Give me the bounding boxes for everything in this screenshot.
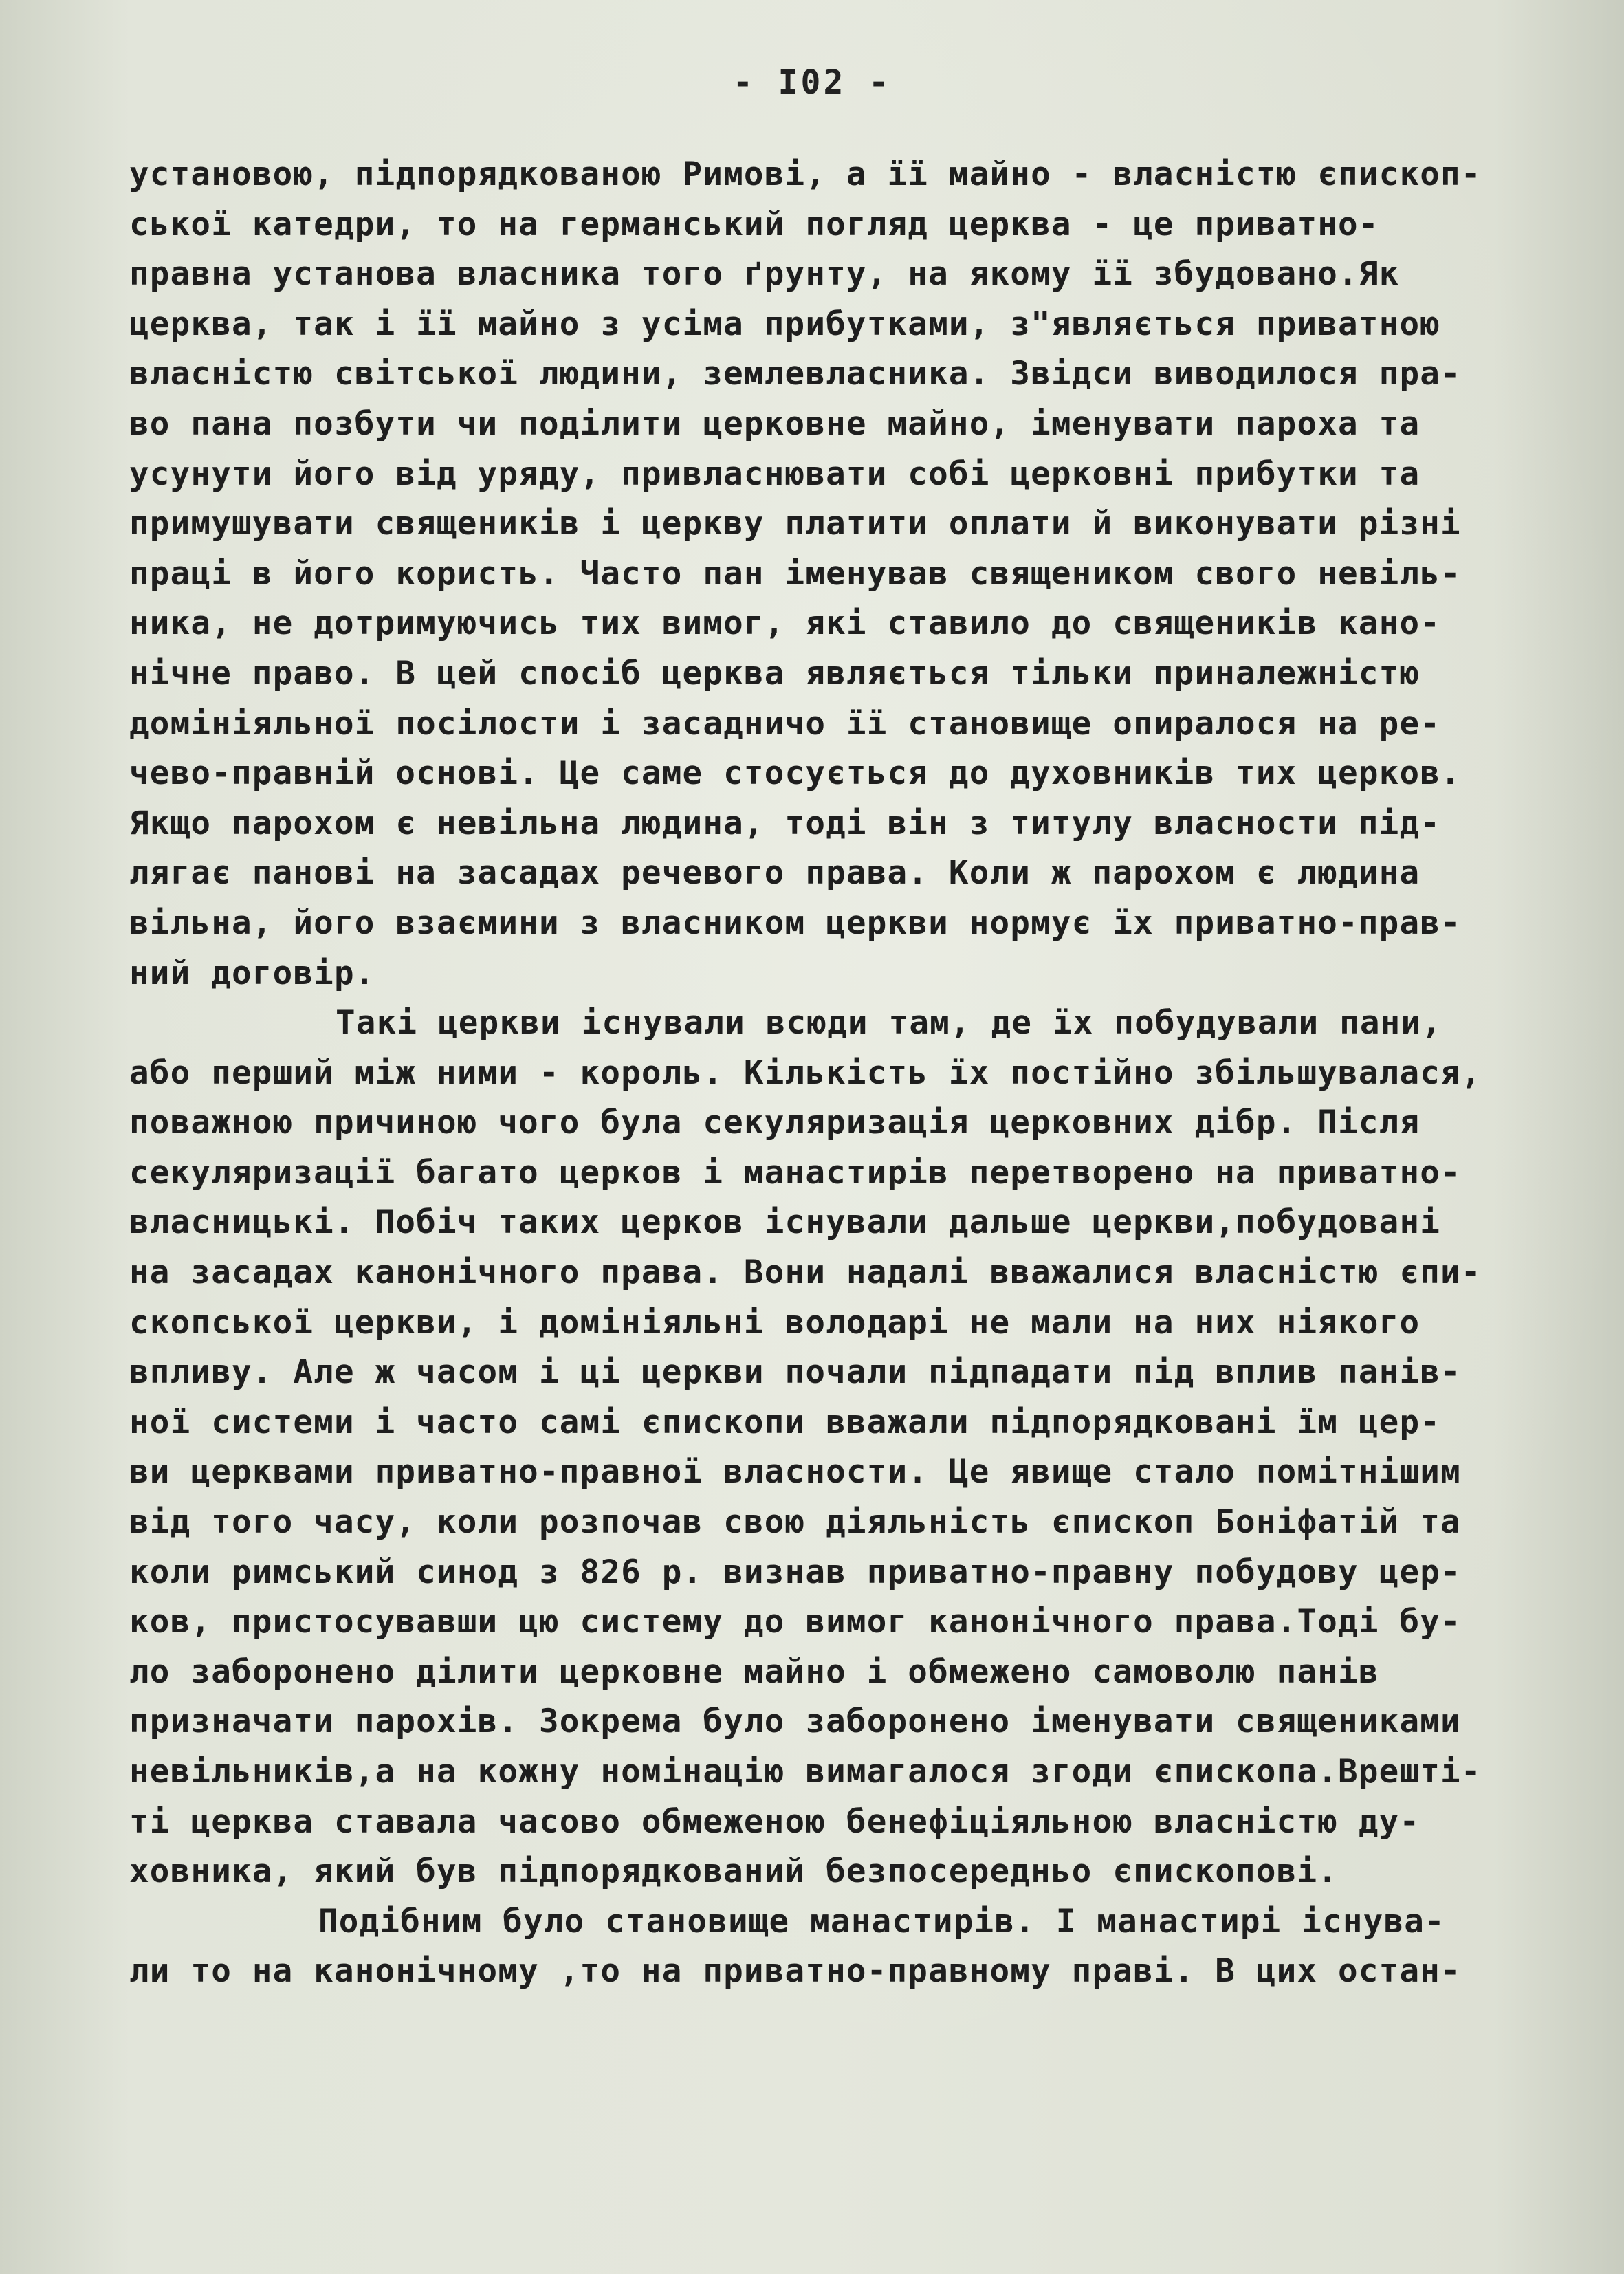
text-line: на засадах канонічного права. Вони надалі вважалися власністю єпи- <box>129 1254 1482 1292</box>
body-text <box>129 150 1559 1997</box>
text-line: впливу. Але ж часом і ці церкви почали підпадати під вплив панів- <box>129 1353 1461 1392</box>
text-line: домініяльної посілости і засадничо її становище опиралося на ре- <box>129 704 1441 743</box>
text-line: ли то на канонічному ,то на приватно-правному праві. В цих остан- <box>129 1952 1461 1991</box>
text-line: невільників,а на кожну номінацію вимагалося згоди єпископа.Врешті- <box>129 1753 1482 1791</box>
text-line: Якщо парохом є невільна людина, тоді він з титулу власности під- <box>129 804 1441 842</box>
text-line: ської катедри, то на германський погляд церква - це приватно- <box>129 205 1379 243</box>
text-line: власницькі. Побіч таких церков існували дальше церкви,побудовані <box>129 1203 1441 1242</box>
text-line: ний договір. <box>129 954 375 992</box>
text-line: Подібним було становище манастирів. І манастирі існува- <box>318 1902 1445 1940</box>
text-line: ховника, який був підпорядкований безпосередньо єпископові. <box>129 1852 1339 1891</box>
text-line: праці в його користь. Часто пан іменував священиком свого невіль- <box>129 554 1461 593</box>
text-line: лягає панові на засадах речевого права. Коли ж парохом є людина <box>129 854 1420 893</box>
text-line: усунути його від уряду, привласнювати собі церковні прибутки та <box>129 455 1420 493</box>
text-line: призначати парохів. Зокрема було заборонено іменувати священиками <box>129 1703 1461 1741</box>
text-line: ної системи і часто самі єпископи вважали підпорядковані їм цер- <box>129 1403 1441 1441</box>
page-number: - I02 - <box>732 63 892 102</box>
text-line: секуляризації багато церков і манастирів перетворено на приватно- <box>129 1153 1461 1192</box>
text-line: ло заборонено ділити церковне майно і обмежено самоволю панів <box>129 1652 1379 1691</box>
text-line: ков, пристосувавши цю систему до вимог канонічного права.Тоді бу- <box>129 1603 1461 1641</box>
text-line: поважною причиною чого була секуляризація церковних дібр. Після <box>129 1104 1420 1142</box>
text-line: коли римський синод з 826 р. визнав приватно-правну побудову цер- <box>129 1553 1461 1591</box>
text-line: во пана позбути чи поділити церковне майно, іменувати пароха та <box>129 404 1420 443</box>
text-line: правна установа власника того ґрунту, на якому її збудовано.Як <box>129 255 1400 294</box>
text-line: нічне право. В цей спосіб церква являється тільки приналежністю <box>129 654 1420 692</box>
text-line: від того часу, коли розпочав свою діяльність єпископ Боніфатій та <box>129 1503 1461 1542</box>
text-line: чево-правній основі. Це саме стосується до духовників тих церков. <box>129 754 1461 793</box>
text-line: скопської церкви, і домініяльні володарі не мали на них ніякого <box>129 1303 1420 1342</box>
text-line: вільна, його взаємини з власником церкви нормує їх приватно-прав- <box>129 904 1461 942</box>
text-line: церква, так і її майно з усіма прибутками, з"являється приватною <box>129 305 1441 343</box>
text-line: ви церквами приватно-правної власности. Це явище стало помітнішим <box>129 1453 1461 1491</box>
text-line: установою, підпорядкованою Римові, а її майно - власністю єпископ- <box>129 155 1482 193</box>
text-line: ті церква ставала часово обмеженою бенефіціяльною власністю ду- <box>129 1802 1420 1841</box>
text-line: примушувати священиків і церкву платити оплати й виконувати різні <box>129 505 1461 543</box>
text-line: ника, не дотримуючись тих вимог, які ставило до священиків кано- <box>129 604 1441 643</box>
text-line: власністю світської людини, землевласника. Звідси виводилося пра- <box>129 355 1461 393</box>
text-line: або перший між ними - король. Кількість їх постійно збільшувалася, <box>129 1053 1482 1092</box>
text-line: Такі церкви існували всюди там, де їх побудували пани, <box>336 1004 1442 1042</box>
